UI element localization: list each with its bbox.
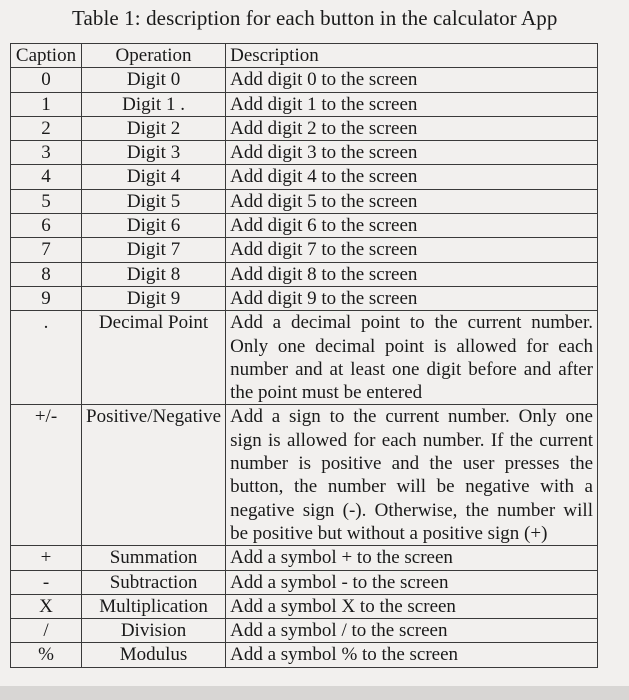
table-row <box>11 405 598 546</box>
row-description: Add digit 8 to the screen <box>226 262 598 286</box>
header-caption: Caption <box>11 44 82 68</box>
row-operation: Digit 8 <box>82 262 226 286</box>
row-caption: +/- <box>11 405 82 546</box>
row-operation: Subtraction <box>82 570 226 594</box>
row-caption: % <box>11 643 82 667</box>
row-operation: Modulus <box>82 643 226 667</box>
row-description: Add digit 5 to the screen <box>226 189 598 213</box>
row-caption: 3 <box>11 141 82 165</box>
header-operation: Operation <box>82 44 226 68</box>
row-description: Add digit 7 to the screen <box>226 238 598 262</box>
row-description: Add a symbol + to the screen <box>226 546 598 570</box>
row-description: Add a symbol - to the screen <box>226 570 598 594</box>
row-caption: + <box>11 546 82 570</box>
row-description: Add digit 2 to the screen <box>226 116 598 140</box>
row-operation: Decimal Point <box>82 311 226 405</box>
row-caption: 7 <box>11 238 82 262</box>
table-row <box>11 189 598 213</box>
button-description-table <box>10 43 598 668</box>
table-row <box>11 570 598 594</box>
row-operation: Digit 7 <box>82 238 226 262</box>
row-operation: Positive/Negative <box>82 405 226 546</box>
table-row <box>11 116 598 140</box>
table-row <box>11 643 598 667</box>
row-operation: Digit 1 . <box>82 92 226 116</box>
photo-bottom-band <box>0 686 629 700</box>
table-row <box>11 92 598 116</box>
row-description: Add digit 9 to the screen <box>226 286 598 310</box>
row-operation: Digit 9 <box>82 286 226 310</box>
row-operation: Digit 4 <box>82 165 226 189</box>
row-operation: Summation <box>82 546 226 570</box>
table-row <box>11 68 598 92</box>
row-caption: / <box>11 619 82 643</box>
row-caption: . <box>11 311 82 405</box>
table-row <box>11 311 598 405</box>
row-description: Add a symbol X to the screen <box>226 594 598 618</box>
table-row <box>11 619 598 643</box>
table-row <box>11 286 598 310</box>
row-caption: 8 <box>11 262 82 286</box>
row-description: Add digit 1 to the screen <box>226 92 598 116</box>
row-description: Add a sign to the current number. Only one sign is allowed for each number. If the current number is positive and the user presses the button, the number will be negative with a negative sign (-). Otherwise, the number will be positive but without a positive sign (+) <box>226 405 598 546</box>
header-description: Description <box>226 44 598 68</box>
row-caption: 0 <box>11 68 82 92</box>
table-row <box>11 165 598 189</box>
table-title: Table 1: description for each button in the calculator App <box>72 6 558 30</box>
row-caption: 4 <box>11 165 82 189</box>
table-header-row <box>11 44 598 68</box>
table-row <box>11 141 598 165</box>
table-row <box>11 214 598 238</box>
row-operation: Digit 0 <box>82 68 226 92</box>
row-operation: Digit 6 <box>82 214 226 238</box>
row-description: Add digit 6 to the screen <box>226 214 598 238</box>
row-operation: Multiplication <box>82 594 226 618</box>
row-description: Add digit 4 to the screen <box>226 165 598 189</box>
row-caption: 9 <box>11 286 82 310</box>
row-operation: Digit 3 <box>82 141 226 165</box>
row-description: Add a symbol % to the screen <box>226 643 598 667</box>
row-description: Add a decimal point to the current number. Only one decimal point is allowed for each number and at least one digit before and after the point must be entered <box>226 311 598 405</box>
row-caption: 2 <box>11 116 82 140</box>
table-row <box>11 262 598 286</box>
row-operation: Digit 2 <box>82 116 226 140</box>
row-operation: Division <box>82 619 226 643</box>
row-caption: 6 <box>11 214 82 238</box>
table-row <box>11 238 598 262</box>
row-description: Add a symbol / to the screen <box>226 619 598 643</box>
row-caption: 5 <box>11 189 82 213</box>
row-caption: - <box>11 570 82 594</box>
row-caption: 1 <box>11 92 82 116</box>
row-description: Add digit 0 to the screen <box>226 68 598 92</box>
table-row <box>11 546 598 570</box>
table-row <box>11 594 598 618</box>
row-description: Add digit 3 to the screen <box>226 141 598 165</box>
row-operation: Digit 5 <box>82 189 226 213</box>
row-caption: X <box>11 594 82 618</box>
